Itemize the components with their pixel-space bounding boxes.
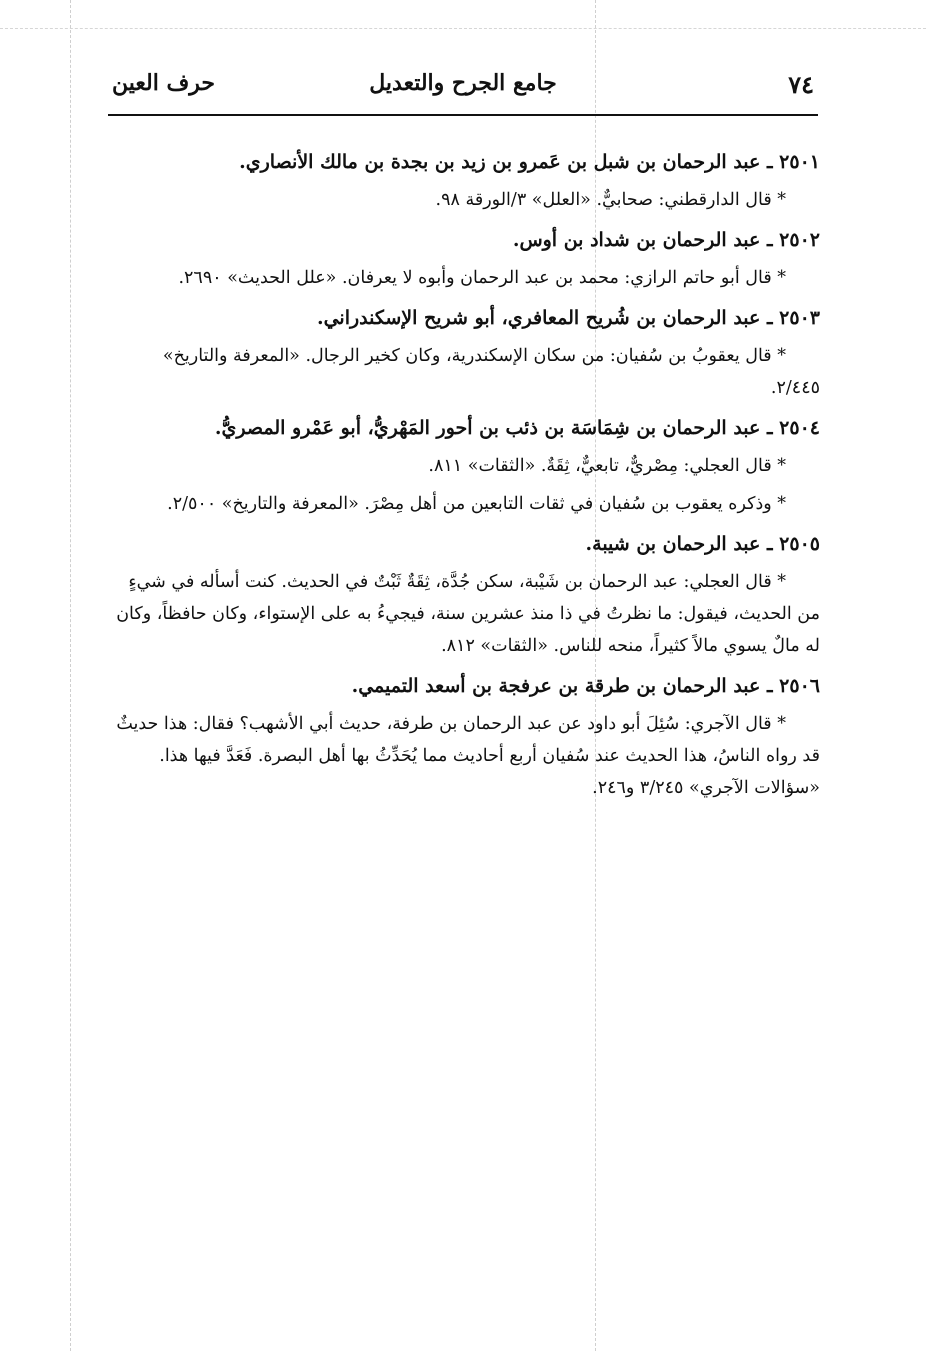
section-title: حرف العين [112, 70, 216, 96]
header-rule [108, 114, 818, 116]
entry-note: * وذكره يعقوب بن سُفيان في ثقات التابعين من أهل مِصْرَ. «المعرفة والتاريخ» ٢/٥٠٠. [167, 494, 786, 514]
running-header [108, 64, 818, 112]
entry-note: * قال يعقوبُ بن سُفيان: من سكان الإسكندرية، وكان كخير الرجال. «المعرفة والتاريخ» ٢/٤٤٥. [162, 346, 820, 398]
entry-heading: ٢٥٠١ ـ عبد الرحمان بن شبل بن عَمرو بن زيد بن بجدة بن مالك الأنصاري. [239, 151, 820, 173]
entry-note: * قال أبو حاتم الرازي: محمد بن عبد الرحمان وأبوه لا يعرفان. «علل الحديث» ٢٦٩٠. [178, 268, 786, 288]
entry-note: * قال العجلي: مِصْريٌّ، تابعيٌّ، ثِقَةٌ. «الثقات» ٨١١. [428, 456, 786, 476]
entry-note: * قال الآجري: سُئِلَ أبو داود عن عبد الرحمان بن طرفة، حديث أبي الأشهب؟ فقال: هذا حديثٌ قد رواه الناسُ، هذا الحديث عند سُفيان أربع أحاديث مما يُحَدِّثُ بها أهل البصرة. فَعَدَّ فيها هذا. «سؤالات الآجري» ٣/٢٤٥ و٢٤٦. [116, 714, 820, 798]
entry-2504 [110, 412, 820, 520]
entry-2503 [110, 302, 820, 404]
page-body [110, 146, 820, 812]
entry-2505 [110, 528, 820, 662]
entry-2502 [110, 224, 820, 294]
entry-heading: ٢٥٠٣ ـ عبد الرحمان بن شُريح المعافري، أبو شريح الإسكندراني. [316, 307, 820, 329]
entry-heading: ٢٥٠٤ ـ عبد الرحمان بن شِمَاسَة بن ذئب بن أحور المَهْريُّ، أبو عَمْرو المصريُّ. [214, 417, 820, 439]
guide-line-top [0, 28, 926, 29]
page-number: ٧٤ [788, 70, 814, 99]
entry-heading: ٢٥٠٥ ـ عبد الرحمان بن شيبة. [585, 533, 820, 555]
book-title: جامع الجرح والتعديل [369, 70, 557, 96]
entry-2501 [110, 146, 820, 216]
guide-line-left [70, 0, 71, 1351]
entry-heading: ٢٥٠٢ ـ عبد الرحمان بن شداد بن أوس. [512, 229, 820, 251]
entry-heading: ٢٥٠٦ ـ عبد الرحمان بن طرقة بن عرفجة بن أسعد التميمي. [351, 675, 820, 697]
entry-2506 [110, 670, 820, 804]
entry-note: * قال الدارقطني: صحابيٌّ. «العلل» ٣/الورقة ٩٨. [435, 190, 786, 210]
entry-note: * قال العجلي: عبد الرحمان بن شَيْبة، سكن جُدَّة، ثِقَةٌ ثَبْتٌ في الحديث. كنت أسأله في شيءٍ من الحديث، فيقول: ما نظرتُ في ذا منذ عشرين سنة، فيجيءُ به على الإستواء، وكان حافظاً، وكان له مالٌ يسوي مالاً كثيراً، منحه للناس. «الثقات» ٨١٢. [116, 572, 820, 656]
